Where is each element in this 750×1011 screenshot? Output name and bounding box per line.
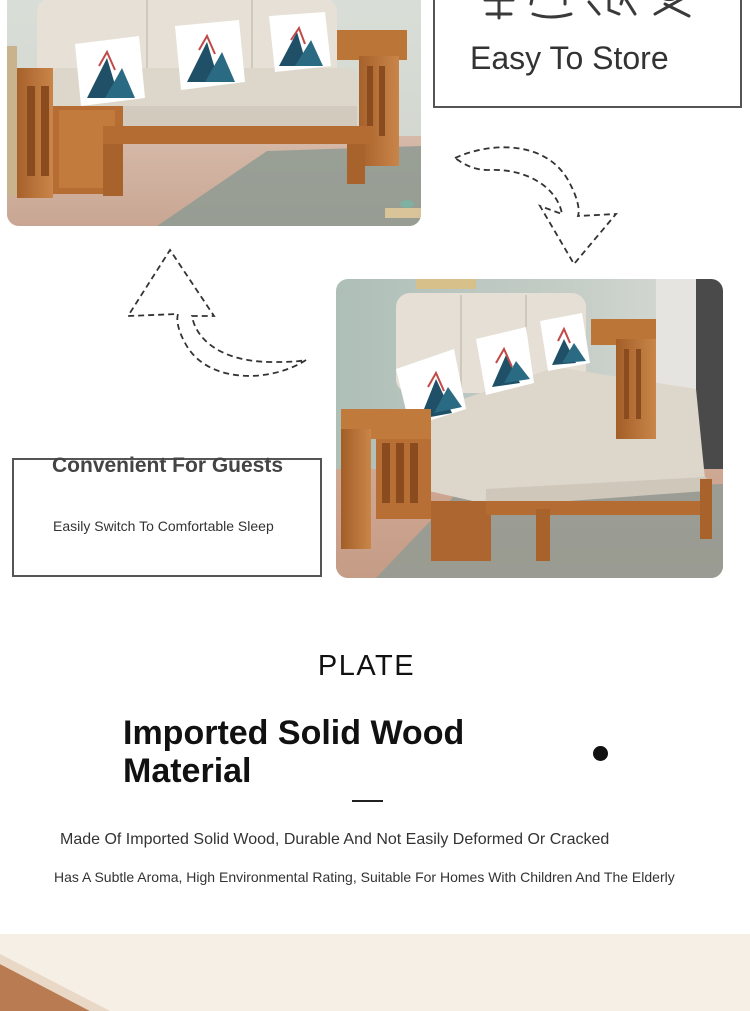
- convenient-for-guests-title: Convenient For Guests: [52, 454, 284, 477]
- pillow-middle: [175, 20, 245, 90]
- pillow-right: [540, 313, 590, 371]
- pillow-left: [75, 36, 145, 106]
- convenient-for-guests-subtitle: Easily Switch To Comfortable Sleep: [53, 518, 274, 534]
- sofa-bed-illustration: [336, 279, 723, 578]
- sofa-seat-illustration: [7, 0, 421, 226]
- bullet-dot: [593, 746, 608, 761]
- curved-arrow-up-icon: [122, 244, 312, 384]
- sofa-bed-mode-photo: [336, 279, 723, 578]
- pillow-middle: [476, 327, 534, 395]
- chinese-title-glyphs: [475, 0, 705, 20]
- pillow-right: [269, 12, 331, 72]
- material-description-1: Made Of Imported Solid Wood, Durable And Not Easily Deformed Or Cracked: [60, 831, 610, 848]
- material-description-2: Has A Subtle Aroma, High Environmental Rating, Suitable For Homes With Children And The Elderly: [54, 869, 675, 885]
- curved-arrow-down-icon: [450, 140, 625, 270]
- material-headline: Imported Solid Wood Material: [123, 714, 465, 790]
- section-label-plate: PLATE: [317, 650, 416, 682]
- next-section-image: [0, 934, 750, 1011]
- sofa-seat-mode-photo: [7, 0, 421, 226]
- easy-to-store-subtitle: Easy To Store: [470, 40, 669, 76]
- divider-rule: [352, 800, 383, 802]
